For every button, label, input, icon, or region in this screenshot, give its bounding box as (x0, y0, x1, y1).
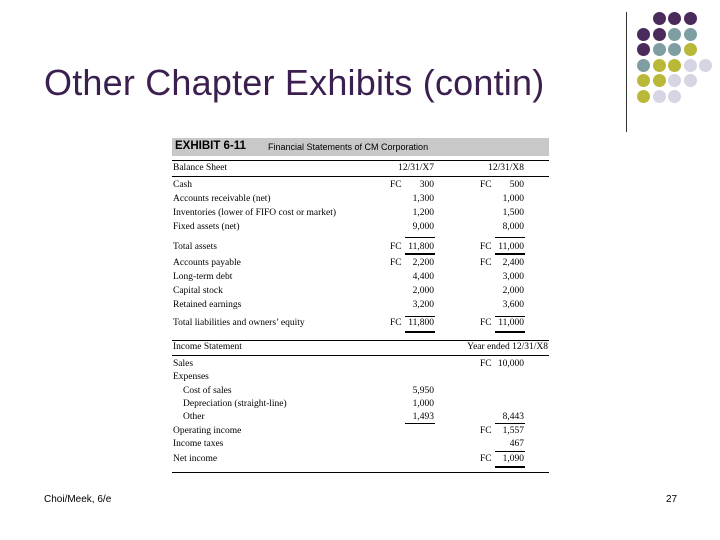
value-x8: 3,600 (502, 300, 524, 310)
balance-sheet-label: Cash (173, 180, 192, 190)
decorative-dot (653, 90, 666, 103)
balance-sheet-label: Retained earnings (173, 300, 242, 310)
col-header-x8: 12/31/X8 (488, 163, 524, 173)
currency-prefix: FC (480, 426, 492, 436)
currency-prefix: FC (390, 318, 402, 328)
decorative-dot (684, 59, 697, 72)
underline-rule (495, 423, 525, 424)
currency-prefix: FC (390, 180, 402, 190)
decorative-dot (653, 28, 666, 41)
income-value: 1,090 (502, 454, 524, 464)
rule (172, 355, 549, 356)
decorative-dot (637, 28, 650, 41)
exhibit-6-11 (172, 138, 549, 474)
decorative-dot (637, 43, 650, 56)
decorative-dot (668, 90, 681, 103)
income-statement-label: Cost of sales (183, 386, 232, 396)
value-x8: 1,500 (502, 208, 524, 218)
income-value: 1,557 (502, 426, 524, 436)
decorative-dot (668, 43, 681, 56)
footer-citation: Choi/Meek, 6/e (44, 494, 112, 505)
underline-rule (495, 451, 525, 452)
decorative-dot (637, 59, 650, 72)
expense-value: 5,950 (412, 386, 434, 396)
income-statement-label: Sales (173, 359, 194, 369)
expense-value: 1,000 (412, 399, 434, 409)
value-x8: 2,400 (502, 258, 524, 268)
col-header-x7: 12/31/X7 (398, 163, 434, 173)
underline-rule (405, 253, 435, 255)
decorative-dot (684, 74, 697, 87)
currency-prefix: FC (480, 180, 492, 190)
currency-prefix: FC (480, 318, 492, 328)
value-x8: 11,000 (498, 318, 524, 328)
value-x7: 11,800 (408, 318, 434, 328)
value-x7: 4,400 (412, 272, 434, 282)
underline-rule (495, 253, 525, 255)
value-x7: 2,000 (412, 286, 434, 296)
underline-rule (405, 316, 435, 317)
currency-prefix: FC (480, 359, 492, 369)
balance-sheet-label: Total liabilities and owners’ equity (173, 318, 305, 328)
currency-prefix: FC (480, 258, 492, 268)
balance-sheet-label: Fixed assets (net) (173, 222, 240, 232)
balance-sheet-label: Total assets (173, 242, 217, 252)
title-divider (626, 12, 627, 132)
expense-value: 1,493 (412, 412, 434, 422)
income-statement-label: Operating income (173, 426, 242, 436)
balance-sheet-heading: Balance Sheet (173, 163, 228, 173)
value-x7: 2,200 (412, 258, 434, 268)
underline-rule (405, 331, 435, 333)
underline-rule (405, 237, 435, 238)
rule (172, 472, 549, 473)
value-x7: 300 (419, 180, 434, 190)
value-x8: 3,000 (502, 272, 524, 282)
exhibit-number: EXHIBIT 6-11 (175, 140, 246, 152)
value-x8: 11,000 (498, 242, 524, 252)
decorative-dot (699, 59, 712, 72)
underline-rule (405, 423, 435, 424)
value-x7: 3,200 (412, 300, 434, 310)
value-x7: 1,300 (412, 194, 434, 204)
income-value: 8,443 (502, 412, 524, 422)
value-x7: 1,200 (412, 208, 434, 218)
exhibit-caption: Financial Statements of CM Corporation (268, 142, 429, 152)
underline-rule (495, 466, 525, 468)
currency-prefix: FC (390, 258, 402, 268)
decorative-dot (653, 59, 666, 72)
decorative-dot (684, 43, 697, 56)
income-statement-label: Income taxes (173, 439, 224, 449)
value-x8: 500 (509, 180, 524, 190)
balance-sheet-label: Capital stock (173, 286, 223, 296)
balance-sheet-label: Accounts payable (173, 258, 241, 268)
rule (172, 340, 549, 341)
income-statement-label: Expenses (173, 372, 209, 382)
decorative-dot (653, 12, 666, 25)
income-statement-label: Other (183, 412, 205, 422)
income-statement-label: Net income (173, 454, 218, 464)
underline-rule (495, 331, 525, 333)
balance-sheet-label: Long-term debt (173, 272, 233, 282)
rule (172, 176, 549, 177)
decorative-dot (668, 59, 681, 72)
currency-prefix: FC (480, 242, 492, 252)
value-x8: 8,000 (502, 222, 524, 232)
decorative-dot (668, 12, 681, 25)
decorative-dot (637, 74, 650, 87)
exhibit-header-bar (172, 138, 549, 156)
balance-sheet-label: Accounts receivable (net) (173, 194, 271, 204)
income-statement-heading: Income Statement (173, 342, 242, 352)
decorative-dot (653, 74, 666, 87)
decorative-dot (668, 74, 681, 87)
underline-rule (495, 237, 525, 238)
decorative-dot (668, 28, 681, 41)
value-x8: 2,000 (502, 286, 524, 296)
currency-prefix: FC (480, 454, 492, 464)
income-value: 10,000 (497, 359, 524, 369)
slide-title: Other Chapter Exhibits (contin) (44, 62, 545, 103)
currency-prefix: FC (390, 242, 402, 252)
decorative-dot (684, 28, 697, 41)
value-x7: 11,800 (408, 242, 434, 252)
decorative-dot (684, 12, 697, 25)
income-statement-label: Depreciation (straight-line) (183, 399, 287, 409)
decorative-dot (637, 90, 650, 103)
value-x8: 1,000 (502, 194, 524, 204)
decorative-dot (653, 43, 666, 56)
value-x7: 9,000 (412, 222, 434, 232)
col-header-year-ended: Year ended 12/31/X8 (467, 342, 548, 352)
page-number: 27 (666, 494, 678, 505)
underline-rule (495, 316, 525, 317)
balance-sheet-label: Inventories (lower of FIFO cost or market) (173, 208, 337, 218)
income-value: 467 (509, 439, 524, 449)
rule (172, 160, 549, 161)
